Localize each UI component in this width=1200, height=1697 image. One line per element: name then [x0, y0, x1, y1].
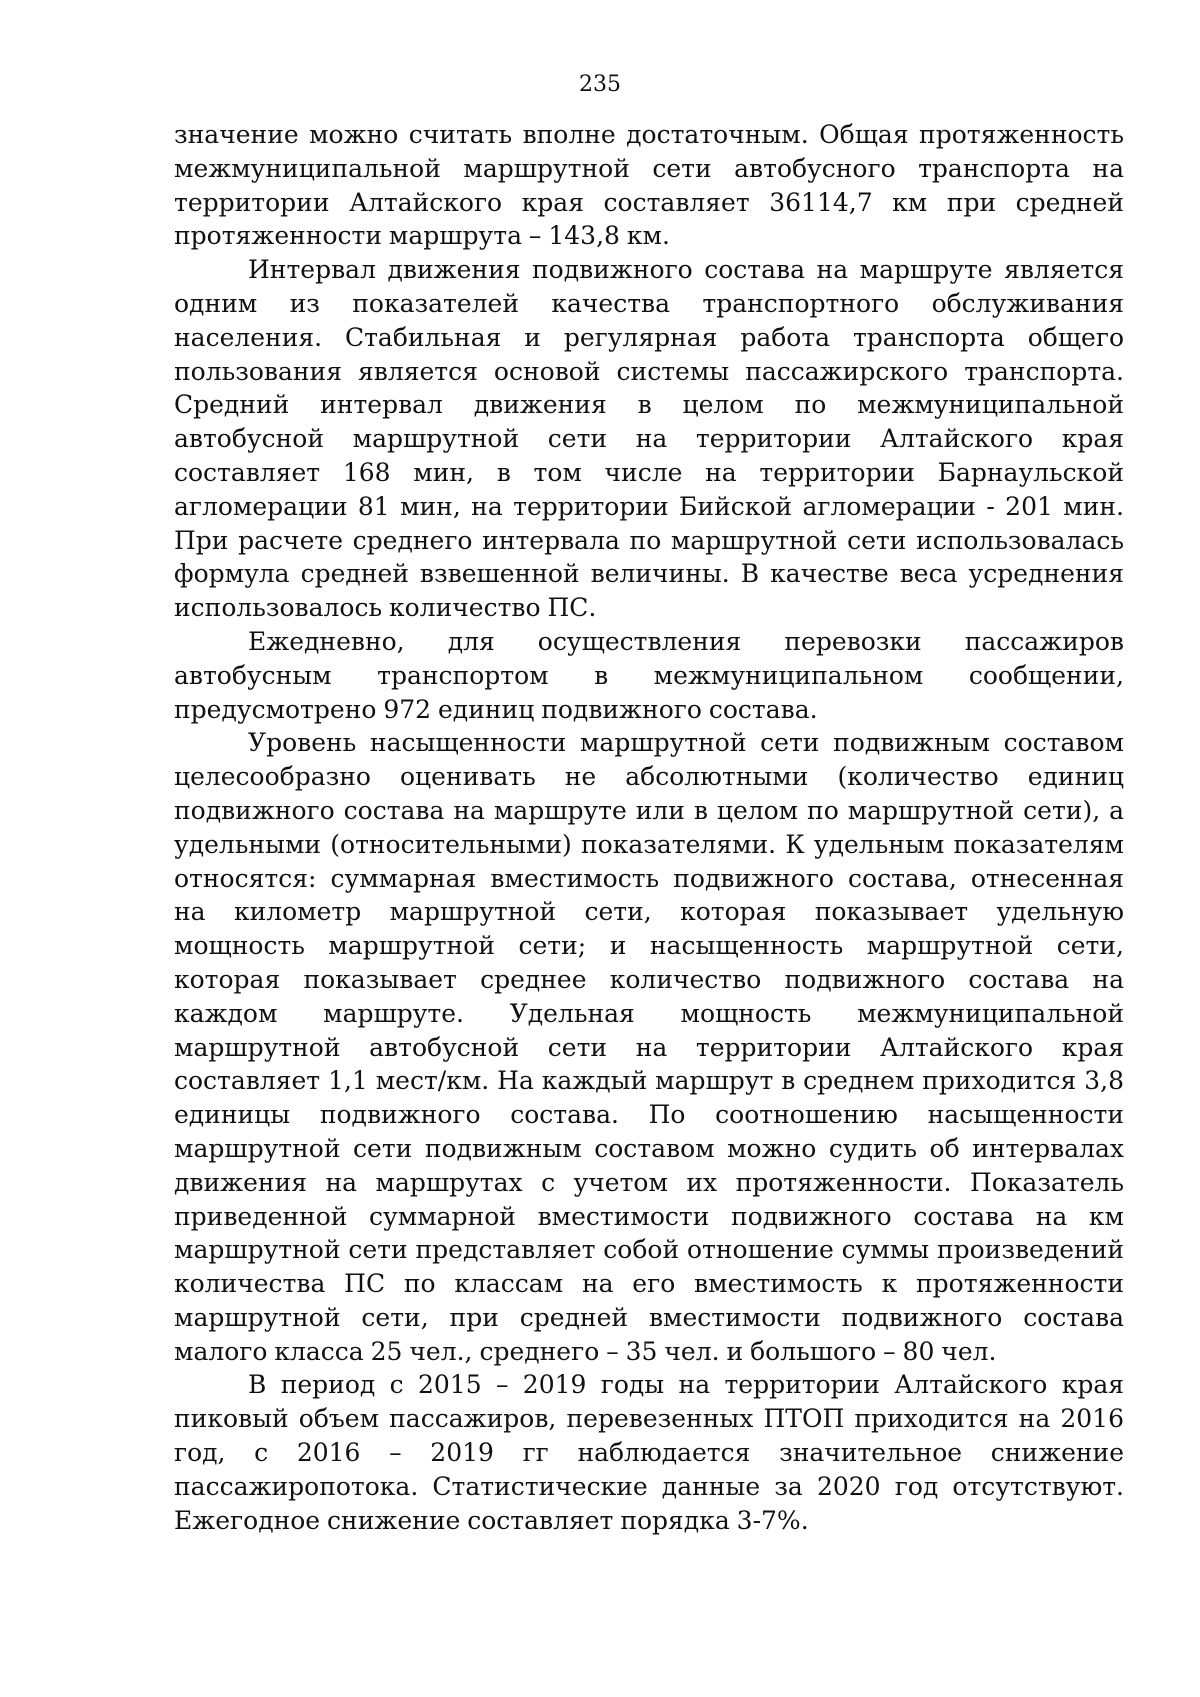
paragraph-interval: Интервал движения подвижного состава на маршруте является одним из показателей качества транспортного обслуживания населения. Стабильная и регулярная работа транспорта общего пользования является основой системы пассажирского транспорта. Средний интервал движения в целом по межмуниципальной автобусной маршрутной сети на территории Алтайского края составляет 168 мин, в том числе на территории Барнаульской агломерации 81 мин, на территории Бийской агломерации - 201 мин. При расчете среднего интервала по маршрутной сети использовалась формула средней взвешенной величины. В качестве веса усреднения использовалось количество ПС. [174, 255, 1124, 623]
paragraph-passenger-flow: В период с 2015 – 2019 годы на территории Алтайского края пиковый объем пассажиров, перевезенных ПТОП приходится на 2016 год, с 2016 – 2019 гг наблюдается значительное снижение пассажиропотока. Статистические данные за 2020 год отсутствуют. Ежегодное снижение составляет порядка 3-7%. [174, 1370, 1124, 1535]
paragraph-continuation: значение можно считать вполне достаточным. Общая протяженность межмуниципальной маршрутной сети автобусного транспорта на территории Алтайского края составляет 36114,7 км при средней протяженности маршрута – 143,8 км. [174, 120, 1124, 251]
page-number: 235 [579, 72, 621, 97]
body-text [174, 118, 1124, 1537]
paragraph-daily-fleet: Ежедневно, для осуществления перевозки пассажиров автобусным транспортом в межмуниципальном сообщении, предусмотрено 972 единиц подвижного состава. [174, 626, 1124, 724]
paragraph-saturation: Уровень насыщенности маршрутной сети подвижным составом целесообразно оценивать не абсолютными (количество единиц подвижного состава на маршруте или в целом по маршрутной сети), а удельными (относительными) показателями. К удельным показателям относятся: суммарная вместимость подвижного состава, отнесенная на километр маршрутной сети, которая показывает удельную мощность маршрутной сети; и насыщенность маршрутной сети, которая показывает среднее количество подвижного состава на каждом маршруте. Удельная мощность межмуниципальной маршрутной автобусной сети на территории Алтайского края составляет 1,1 мест/км. На каждый маршрут в среднем приходится 3,8 единицы подвижного состава. По соотношению насыщенности маршрутной сети подвижным составом можно судить об интервалах движения на маршрутах с учетом их протяженности. Показатель приведенной суммарной вместимости подвижного состава на км маршрутной сети представляет собой отношение суммы произведений количества ПС по классам на его вместимость к протяженности маршрутной сети, при средней вместимости подвижного состава малого класса 25 чел., среднего – 35 чел. и большого – 80 чел. [174, 728, 1124, 1366]
